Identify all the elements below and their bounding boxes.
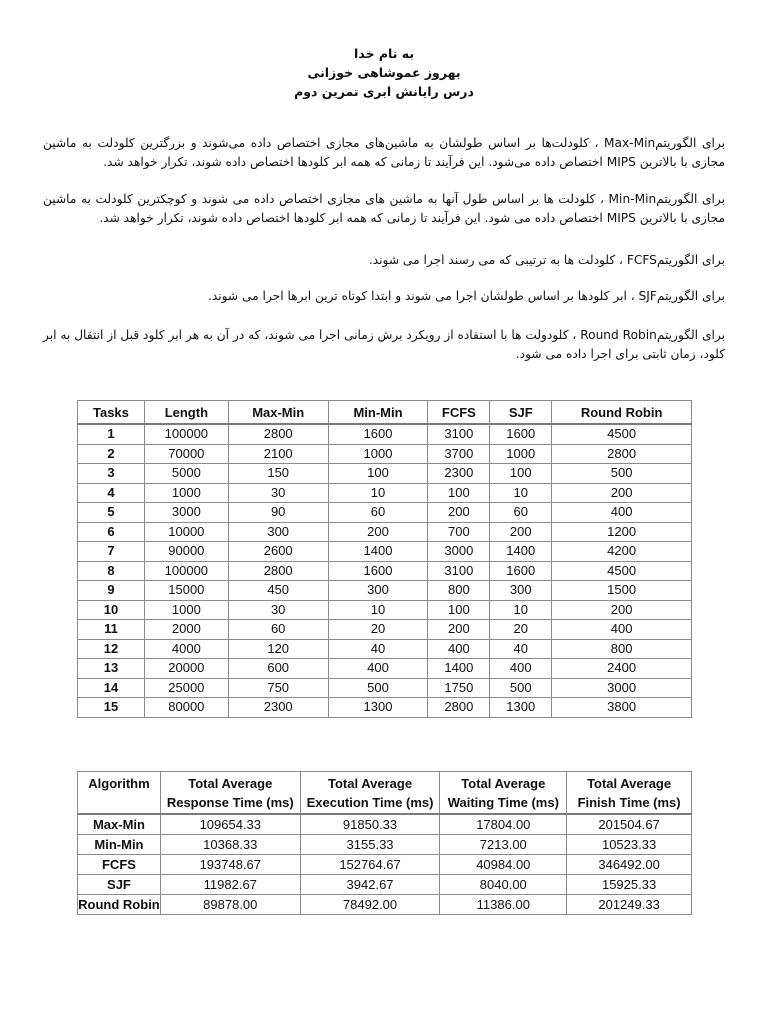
paragraph-max-min: برای الگوریتمMax-Min ، کلودلت‌ها بر اساس طولشان به ماشین‌های مجازی اختصاص داده می‌شوند و بزرگترین کلودلت به ماشین مجازی با بالاترین MIPS اختصاص داده می‌شود. این فرآیند تا زمانی که همه ابر کلودها اختصاص داده شوند، تکرار خواهد شد. — [43, 136, 725, 169]
table-cell: 750 — [228, 678, 328, 698]
task-number-cell: 3 — [78, 464, 145, 484]
table-cell: 100 — [428, 483, 490, 503]
table-cell: 2800 — [228, 424, 328, 444]
table-cell: 3800 — [552, 698, 692, 718]
table-row — [78, 678, 692, 698]
paragraph-sjf: برای الگوریتمSJF ، ابر کلودها بر اساس طولشان اجرا می شوند و ابتدا کوتاه ترین ابرها اجرا می شوند. — [207, 289, 725, 303]
table-cell: 100000 — [144, 561, 228, 581]
table-cell: 300 — [328, 581, 428, 601]
header-author: بهروز عموشاهی خوزانی — [307, 65, 461, 80]
task-number-cell: 1 — [78, 424, 145, 444]
table-cell: 2600 — [228, 542, 328, 562]
paragraph-round-robin: برای الگوریتمRound Robin ، کلودولت ها با استفاده از رویکرد برش زمانی اجرا می شوند، که در آن به هر ابر کلود قبل از انتقال به ابر کلود، زمان ثابتی برای اجرا داده می شود. — [43, 328, 725, 361]
table-cell: 1000 — [144, 600, 228, 620]
table-cell: 4000 — [144, 639, 228, 659]
table-cell: 400 — [328, 659, 428, 679]
table-cell: 400 — [490, 659, 552, 679]
table-row — [78, 464, 692, 484]
column-header: Tasks — [78, 401, 145, 425]
table-cell: 1600 — [328, 561, 428, 581]
table-cell: 450 — [228, 581, 328, 601]
table-row — [78, 835, 692, 855]
table-cell: 400 — [428, 639, 490, 659]
table-row — [78, 424, 692, 444]
table-cell: 4500 — [552, 561, 692, 581]
table-cell: 3000 — [552, 678, 692, 698]
table-cell: 89878.00 — [160, 895, 300, 915]
table-row — [78, 503, 692, 523]
table-cell: 700 — [428, 522, 490, 542]
table-cell: 80000 — [144, 698, 228, 718]
table-row — [78, 855, 692, 875]
task-number-cell: 15 — [78, 698, 145, 718]
table-cell: 10 — [490, 600, 552, 620]
table-cell: 150 — [228, 464, 328, 484]
table-cell: 40984.00 — [440, 855, 567, 875]
table-cell: 400 — [552, 503, 692, 523]
column-header: Min-Min — [328, 401, 428, 425]
task-number-cell: 5 — [78, 503, 145, 523]
table-cell: 2000 — [144, 620, 228, 640]
table-cell: 20000 — [144, 659, 228, 679]
task-number-cell: 6 — [78, 522, 145, 542]
table-cell: 1750 — [428, 678, 490, 698]
table-cell: 109654.33 — [160, 814, 300, 835]
table-cell: 25000 — [144, 678, 228, 698]
table-row — [78, 581, 692, 601]
algorithm-name-cell: SJF — [78, 875, 161, 895]
table-row — [78, 483, 692, 503]
task-number-cell: 11 — [78, 620, 145, 640]
column-header: Total Average Execution Time (ms) — [300, 772, 440, 815]
tasks-table-header-row — [78, 401, 692, 425]
table-cell: 17804.00 — [440, 814, 567, 835]
table-cell: 90000 — [144, 542, 228, 562]
table-cell: 2800 — [228, 561, 328, 581]
table-cell: 90 — [228, 503, 328, 523]
table-cell: 40 — [490, 639, 552, 659]
table-row — [78, 895, 692, 915]
table-cell: 4500 — [552, 424, 692, 444]
column-header: Total Average Response Time (ms) — [160, 772, 300, 815]
task-number-cell: 4 — [78, 483, 145, 503]
column-header: Max-Min — [228, 401, 328, 425]
tasks-table-body — [78, 424, 692, 717]
task-number-cell: 7 — [78, 542, 145, 562]
paragraph-fcfs: برای الگوریتمFCFS ، کلودلت ها به ترتیبی که می رسند اجرا می شوند. — [368, 253, 725, 267]
tasks-table — [77, 400, 692, 718]
table-cell: 1000 — [328, 444, 428, 464]
column-header: Total Average Finish Time (ms) — [567, 772, 692, 815]
table-cell: 800 — [552, 639, 692, 659]
task-number-cell: 9 — [78, 581, 145, 601]
table-cell: 7213.00 — [440, 835, 567, 855]
table-cell: 2100 — [228, 444, 328, 464]
header-basmala: به نام خدا — [353, 46, 415, 61]
table-row — [78, 561, 692, 581]
averages-table-header-row — [78, 772, 692, 815]
table-cell: 200 — [490, 522, 552, 542]
table-cell: 1300 — [490, 698, 552, 718]
table-cell: 2400 — [552, 659, 692, 679]
table-cell: 60 — [490, 503, 552, 523]
table-cell: 4200 — [552, 542, 692, 562]
paragraph-min-min: برای الگوریتمMin-Min ، کلودلت ها بر اساس طول آنها به ماشین های مجازی اختصاص داده می شوند و کوچکترین کلودلت به ماشین مجازی با بالاترین MIPS اختصاص داده می شود. این فرآیند تا زمانی که همه ابر کلودها اختصاص داده شوند، تکرار خواهد شد. — [43, 192, 726, 225]
task-number-cell: 14 — [78, 678, 145, 698]
table-cell: 1400 — [490, 542, 552, 562]
task-number-cell: 13 — [78, 659, 145, 679]
algorithm-name-cell: Max-Min — [78, 814, 161, 835]
table-cell: 300 — [490, 581, 552, 601]
algorithm-name-cell: Min-Min — [78, 835, 161, 855]
table-cell: 1600 — [328, 424, 428, 444]
table-cell: 15000 — [144, 581, 228, 601]
table-cell: 2300 — [228, 698, 328, 718]
table-cell: 3942.67 — [300, 875, 440, 895]
table-cell: 500 — [552, 464, 692, 484]
table-row — [78, 875, 692, 895]
table-cell: 20 — [328, 620, 428, 640]
table-cell: 10 — [490, 483, 552, 503]
table-cell: 200 — [428, 620, 490, 640]
task-number-cell: 12 — [78, 639, 145, 659]
algorithm-name-cell: Round Robin — [78, 895, 161, 915]
table-cell: 11982.67 — [160, 875, 300, 895]
table-cell: 100 — [428, 600, 490, 620]
table-row — [78, 698, 692, 718]
table-cell: 2300 — [428, 464, 490, 484]
task-number-cell: 10 — [78, 600, 145, 620]
table-cell: 3000 — [428, 542, 490, 562]
table-cell: 300 — [228, 522, 328, 542]
table-cell: 800 — [428, 581, 490, 601]
table-cell: 1300 — [328, 698, 428, 718]
averages-table — [77, 771, 692, 915]
column-header: SJF — [490, 401, 552, 425]
table-cell: 500 — [490, 678, 552, 698]
table-cell: 10 — [328, 600, 428, 620]
table-cell: 346492.00 — [567, 855, 692, 875]
table-cell: 201504.67 — [567, 814, 692, 835]
table-cell: 152764.67 — [300, 855, 440, 875]
algorithm-name-cell: FCFS — [78, 855, 161, 875]
table-cell: 5000 — [144, 464, 228, 484]
task-number-cell: 8 — [78, 561, 145, 581]
table-cell: 60 — [328, 503, 428, 523]
table-row — [78, 620, 692, 640]
table-cell: 2800 — [552, 444, 692, 464]
table-cell: 10368.33 — [160, 835, 300, 855]
column-header: Total Average Waiting Time (ms) — [440, 772, 567, 815]
table-cell: 10000 — [144, 522, 228, 542]
table-cell: 600 — [228, 659, 328, 679]
document-header — [0, 44, 768, 101]
table-cell: 100 — [490, 464, 552, 484]
table-row — [78, 639, 692, 659]
table-cell: 1200 — [552, 522, 692, 542]
table-cell: 60 — [228, 620, 328, 640]
table-row — [78, 542, 692, 562]
table-cell: 200 — [552, 600, 692, 620]
table-cell: 3100 — [428, 561, 490, 581]
table-cell: 1500 — [552, 581, 692, 601]
table-cell: 200 — [328, 522, 428, 542]
table-cell: 120 — [228, 639, 328, 659]
table-cell: 10523.33 — [567, 835, 692, 855]
table-cell: 20 — [490, 620, 552, 640]
table-cell: 40 — [328, 639, 428, 659]
table-cell: 1600 — [490, 424, 552, 444]
table-row — [78, 522, 692, 542]
table-cell: 91850.33 — [300, 814, 440, 835]
table-cell: 400 — [552, 620, 692, 640]
table-cell: 200 — [552, 483, 692, 503]
header-course-title: درس رایانش ابری تمرین دوم — [294, 84, 474, 99]
table-cell: 11386.00 — [440, 895, 567, 915]
table-row — [78, 814, 692, 835]
table-cell: 78492.00 — [300, 895, 440, 915]
table-row — [78, 659, 692, 679]
table-cell: 3000 — [144, 503, 228, 523]
table-cell: 3155.33 — [300, 835, 440, 855]
column-header: Length — [144, 401, 228, 425]
column-header: Round Robin — [552, 401, 692, 425]
table-cell: 1400 — [428, 659, 490, 679]
table-cell: 201249.33 — [567, 895, 692, 915]
table-cell: 193748.67 — [160, 855, 300, 875]
table-row — [78, 444, 692, 464]
table-cell: 70000 — [144, 444, 228, 464]
table-cell: 3100 — [428, 424, 490, 444]
table-cell: 1000 — [490, 444, 552, 464]
column-header: Algorithm — [78, 772, 161, 815]
table-cell: 10 — [328, 483, 428, 503]
table-cell: 8040.00 — [440, 875, 567, 895]
table-cell: 1400 — [328, 542, 428, 562]
table-cell: 1600 — [490, 561, 552, 581]
table-cell: 3700 — [428, 444, 490, 464]
averages-table-body — [78, 814, 692, 915]
column-header: FCFS — [428, 401, 490, 425]
table-cell: 30 — [228, 483, 328, 503]
table-cell: 15925.33 — [567, 875, 692, 895]
table-cell: 500 — [328, 678, 428, 698]
table-cell: 200 — [428, 503, 490, 523]
table-cell: 2800 — [428, 698, 490, 718]
table-cell: 100 — [328, 464, 428, 484]
table-cell: 100000 — [144, 424, 228, 444]
task-number-cell: 2 — [78, 444, 145, 464]
table-row — [78, 600, 692, 620]
table-cell: 1000 — [144, 483, 228, 503]
table-cell: 30 — [228, 600, 328, 620]
